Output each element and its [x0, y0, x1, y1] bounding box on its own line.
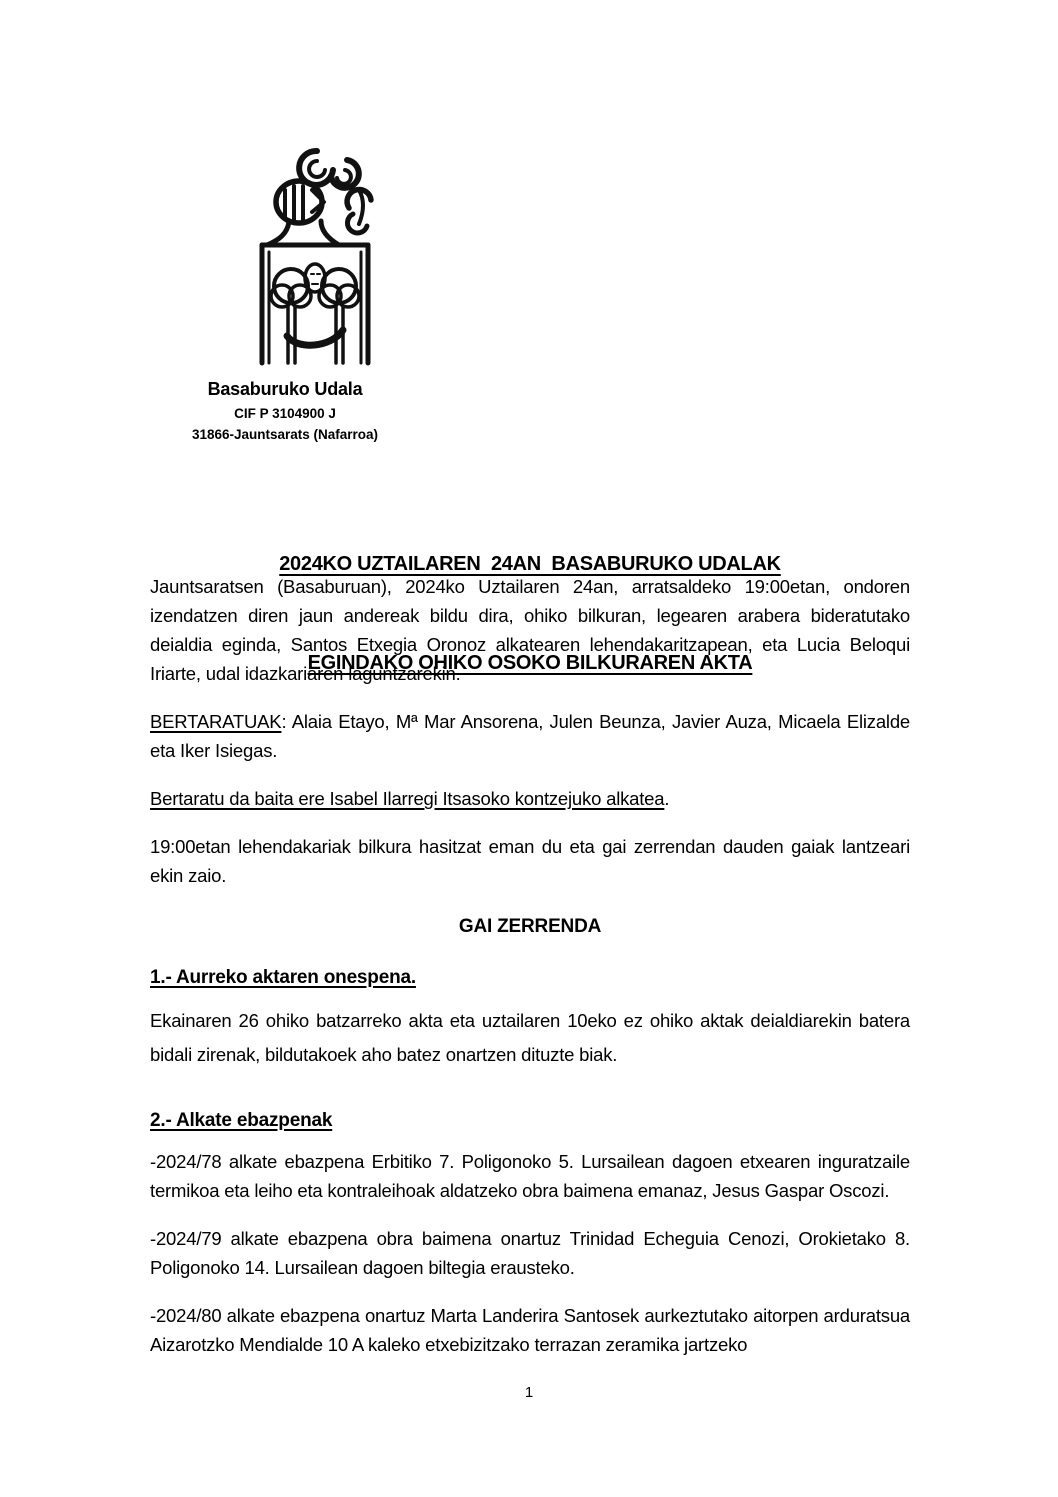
document-body — [150, 572, 910, 1378]
agenda-heading: GAI ZERRENDA — [458, 916, 602, 937]
org-address: 31866-Jauntsarats (Nafarroa) — [191, 427, 379, 443]
agenda-section-2 — [150, 1106, 910, 1359]
coat-of-arms-logo — [237, 138, 393, 366]
page-number: 1 — [524, 1384, 534, 1401]
org-header — [150, 378, 420, 444]
agenda-section-1 — [150, 963, 910, 1072]
resolution-2024-79-paragraph: -2024/79 alkate ebazpena obra baimena onartuz Trinidad Echeguia Cenozi, Orokietako 8. Poligonoko 14. Lursailean dagoen biltegia erausteko. — [150, 1228, 910, 1278]
also-attended-text: Bertaratu da baita ere Isabel Ilarregi Itsasoko kontzejuko alkatea — [150, 788, 665, 809]
also-attended-paragraph: Bertaratu da baita ere Isabel Ilarregi Itsasoko kontzejuko alkatea. — [150, 788, 670, 809]
section-2-heading: 2.- Alkate ebazpenak — [150, 1110, 333, 1131]
section-1-heading: 1.- Aurreko aktaren onespena. — [150, 967, 416, 988]
attendees-label: BERTARATUAK — [150, 711, 282, 732]
opening-paragraph: 19:00etan lehendakariak bilkura hasitzat eman du eta gai zerrendan dauden gaiak lantzeari ekin zaio. — [150, 836, 910, 886]
org-name: Basaburuko Udala — [207, 379, 363, 399]
resolution-2024-78-paragraph: -2024/78 alkate ebazpena Erbitiko 7. Poligonoko 5. Lursailean dagoen etxearen inguratzaile termikoa eta leiho eta kontraleihoak aldatzeko obra baimena emanaz, Jesus Gaspar Oscozi. — [150, 1151, 910, 1201]
section-1-paragraph: Ekainaren 26 ohiko batzarreko akta eta uztailaren 10eko ez ohiko aktak deialdiarekin batera bidali zirenak, bildutakoek aho batez onartzen dituzte biak. — [150, 1010, 910, 1065]
attendees-paragraph — [150, 707, 910, 765]
org-cif: CIF P 3104900 J — [234, 405, 336, 421]
resolution-2024-80-paragraph: -2024/80 alkate ebazpena onartuz Marta Landerira Santosek aurkeztutako aitorpen arduratsua Aizarotzko Mendialde 10 A kaleko etxebizitzako terrazan zeramika jartzeko — [150, 1305, 910, 1355]
document-title-line1: 2024KO UZTAILAREN 24AN BASABURUKO UDALAK — [279, 553, 781, 575]
intro-paragraph: Jauntsaratsen (Basaburuan), 2024ko Uztailaren 24an, arratsaldeko 19:00etan, ondoren izendatzen diren jaun andereak bildu dira, ohiko bilkuran, legearen arabera bideratutako deialdia eginda, Santos Etxegia Oronoz alkatearen lehendakaritzapean, eta Lucia Beloqui Iriarte, udal idazkariaren laguntzarekin. — [150, 576, 910, 684]
attendees-list: : Alaia Etayo, Mª Mar Ansorena, Julen Beunza, Javier Auza, Micaela Elizalde eta Iker Isiegas. — [150, 711, 910, 761]
document-title-line2: EGINDAKO OHIKO OSOKO BILKURAREN AKTA — [307, 652, 753, 674]
coat-of-arms-icon — [237, 138, 393, 366]
